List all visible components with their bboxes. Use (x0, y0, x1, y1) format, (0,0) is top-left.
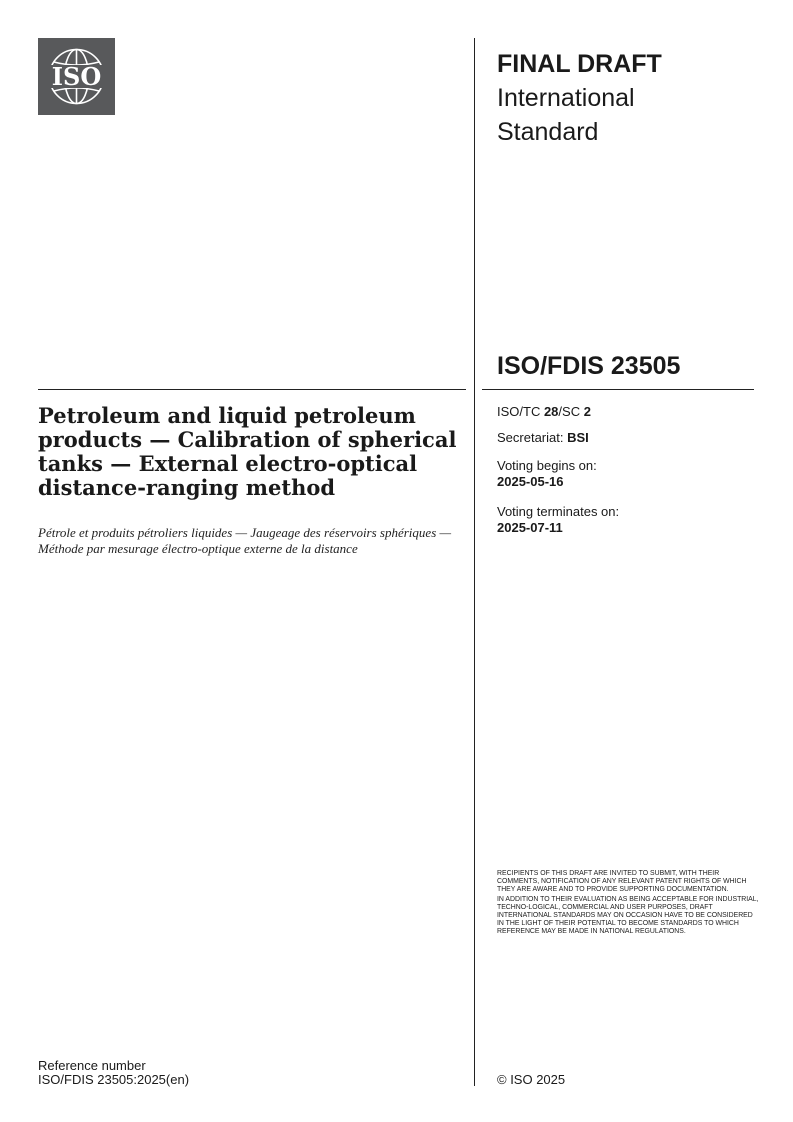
status-line-international: International (497, 84, 635, 112)
title-english: Petroleum and liquid petroleum products — Calibration of spherical tanks — External electro-optical distance-ranging method (38, 403, 457, 500)
notice-paragraph-evaluation: IN ADDITION TO THEIR EVALUATION AS BEING ACCEPTABLE FOR INDUSTRIAL, TECHNO-LOGICAL, COMMERCIAL AND USER PURPOSES, DRAFT INTERNATIONAL STANDARDS MAY ON OCCASION HAVE TO BE CONSIDERED IN THE LIGHT OF THEIR POTENTIAL TO BECOME STANDARDS TO WHICH REFERENCE MAY BE MADE IN NATIONAL REGULATIONS. (497, 896, 759, 935)
voting-terminates-label: Voting terminates on: (497, 504, 620, 519)
globe-icon (38, 38, 115, 115)
secretariat (497, 430, 589, 446)
draft-notice (497, 870, 759, 938)
status-line-standard: Standard (497, 118, 599, 146)
vertical-divider (474, 38, 475, 1086)
horizontal-rule-right (482, 389, 754, 390)
copyright: © ISO 2025 (497, 1072, 566, 1087)
reference-number (38, 1059, 189, 1087)
voting-begins-date: 2025-05-16 (497, 474, 564, 489)
tc-number: 28 (543, 404, 559, 419)
horizontal-rule-left (38, 389, 466, 390)
document-status (497, 47, 757, 149)
reference-number-label: Reference number (38, 1058, 146, 1073)
notice-paragraph-patents: RECIPIENTS OF THIS DRAFT ARE INVITED TO SUBMIT, WITH THEIR COMMENTS, NOTIFICATION OF ANY RELEVANT PATENT RIGHTS OF WHICH THEY ARE AWARE AND TO PROVIDE SUPPORTING DOCUMENTATION. (497, 870, 747, 893)
sc-number: 2 (583, 404, 591, 419)
status-line-final-draft: FINAL DRAFT (497, 50, 662, 78)
iso-logo-text: ISO (51, 62, 102, 91)
voting-begins-label: Voting begins on: (497, 458, 597, 473)
title-french: Pétrole et produits pétroliers liquides — Jaugeage des réservoirs sphériques — Méthode par mesurage électro-optique externe de la distance (38, 525, 452, 556)
reference-number-value: ISO/FDIS 23505:2025(en) (38, 1072, 190, 1087)
secretariat-value: BSI (567, 430, 589, 445)
document-number: ISO/FDIS 23505 (497, 352, 681, 380)
sc-prefix: /SC (558, 404, 584, 419)
technical-committee (497, 404, 591, 420)
secretariat-label: Secretariat: (497, 430, 568, 445)
voting-terminates-date: 2025-07-11 (497, 520, 563, 535)
tc-prefix: ISO/TC (497, 404, 544, 419)
iso-logo (38, 38, 115, 115)
